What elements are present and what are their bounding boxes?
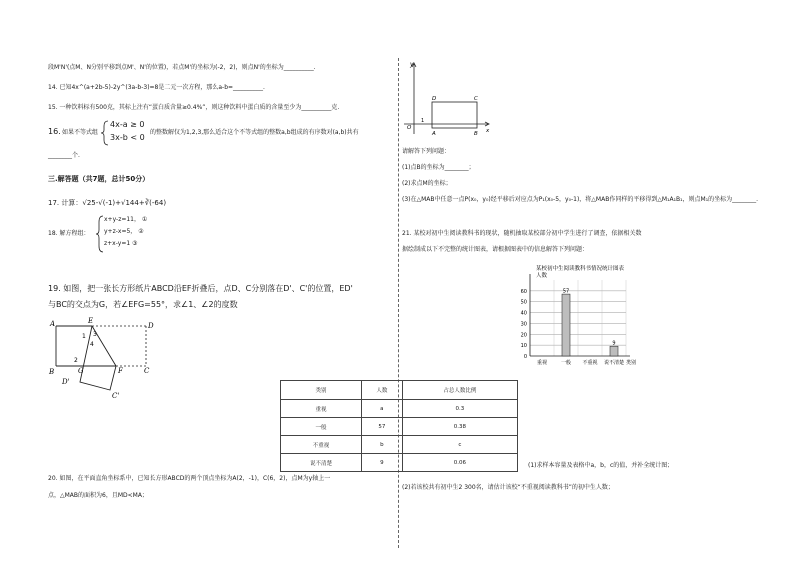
angle-2-label: 2 — [74, 357, 78, 364]
data-label: 9 — [612, 340, 616, 347]
point-b-label: B — [474, 131, 478, 137]
table-cell: b — [362, 436, 403, 454]
angle-1-label: 1 — [82, 333, 86, 340]
x-tick-label: 不重视 — [582, 360, 598, 366]
sub-question-1: (1)点B的坐标为________； — [402, 164, 475, 171]
question-14: 14. 已知4x^(a+2b-5)-2y^(3a-b-3)=8是二元一次方程，那么a-b=__________. — [48, 84, 265, 91]
y-tick-label: 10 — [520, 343, 527, 350]
angle-4-label: 4 — [90, 341, 94, 348]
question-17: 17. 计算：√25-√(-1)+√144+∛(-64) — [48, 199, 167, 207]
origin-label: O — [407, 125, 412, 131]
table-cell: 9 — [362, 454, 403, 472]
chart-title: 某校初中生阅读教科书情况统计图表 — [535, 266, 625, 272]
question-16-inequality-2: 3x-b < 0 — [110, 133, 145, 142]
question-18-label: 18. 解方程组： — [48, 230, 90, 237]
y-tick-label: 30 — [520, 321, 527, 328]
tick-one-label: 1 — [421, 118, 425, 124]
bar-chart — [500, 260, 660, 372]
table-row — [281, 418, 518, 436]
point-d-label: D — [432, 96, 437, 102]
question-19-line-1: 19. 如图，把一张长方形纸片ABCD沿EF折叠后，点D、C分别落在D'、C'的位置，ED' — [48, 284, 353, 293]
question-16-inequality-1: 4x-a ≥ 0 — [110, 120, 145, 129]
equation-3: z+x-y=1 ③ — [104, 240, 138, 247]
angle-3-label: 3 — [93, 331, 97, 338]
y-tick-label: 50 — [520, 299, 527, 306]
point-c-label: C — [144, 367, 150, 375]
x-tick-label: 一般 — [560, 360, 572, 366]
sub-question-3: (3)在△MAB中任意一点P(x₀，y₀)经平移后对应点为P₁(x₀-5，y₀-1)，将△MAB作同样的平移得到△M₁A₁B₁，则点M₁的坐标为________. — [402, 196, 759, 203]
table-row — [281, 400, 518, 418]
y-tick-label: 20 — [520, 332, 527, 339]
point-d-label: D — [148, 322, 154, 330]
equation-2: y+z-x=5， ② — [104, 228, 144, 235]
point-a-label: A — [432, 131, 436, 137]
x-axis-label: x — [486, 128, 490, 134]
table-cell: 0.38 — [402, 418, 517, 436]
bar — [610, 346, 618, 356]
question-21-line-1: 21. 某校对初中生阅读教科书的现状，随机抽取某校部分初中学生进行了调查，依据相关数 — [402, 230, 642, 237]
y-axis-title: 人数 — [536, 273, 548, 279]
table-cell: 说不清楚 — [281, 454, 362, 472]
table-cell: 0.06 — [402, 454, 517, 472]
table-header-cell: 人数 — [362, 381, 403, 400]
question-21-line-2: 据绘制成以下不完整的统计图表，请根据图表中的信息解答下列问题： — [402, 246, 589, 253]
question-19-line-2: 与BC的交点为G，若∠EFG=55°，求∠1、∠2的度数 — [48, 300, 238, 309]
brace-icon — [101, 120, 109, 146]
question-21-sub-1: (1)求样本容量及表格中a，b，c的值，并补全统计图； — [528, 462, 674, 469]
sub-question-2: (2)求点M的坐标； — [402, 180, 452, 187]
column-divider — [398, 58, 399, 548]
x-tick-label: 重视 — [536, 360, 548, 366]
point-c-prime-label: C' — [112, 392, 120, 400]
table-cell: 重视 — [281, 400, 362, 418]
question-21-sub-2: (2)若该校共有初中生2 300名，请估计该校“不重视阅读教科书”的初中生人数； — [402, 484, 614, 491]
data-label: 57 — [562, 288, 570, 295]
section-3-heading: 三.解答题（共7题，总计50分） — [48, 175, 150, 183]
coordinate-figure — [402, 60, 492, 138]
statistics-table — [280, 380, 518, 472]
bar — [562, 294, 570, 356]
table-cell: c — [402, 436, 517, 454]
point-d-prime-label: D' — [62, 378, 70, 386]
point-b-label: B — [49, 368, 55, 376]
question-20-line-2: 点，△MAB的面积为6，且MD<MA； — [48, 492, 148, 499]
table-cell: 不重视 — [281, 436, 362, 454]
table-header-row — [281, 381, 518, 400]
point-a-label: A — [50, 320, 56, 328]
y-tick-label: 40 — [520, 310, 527, 317]
equation-1: x+y-z=11， ① — [104, 216, 148, 223]
y-tick-label: 0 — [523, 354, 527, 360]
y-tick-label: 60 — [520, 288, 527, 295]
table-cell: a — [362, 400, 403, 418]
table-row — [281, 454, 518, 472]
question-20-line-1: 20. 如图，在平面直角坐标系中，已知长方形ABCD的两个顶点坐标为A(2，-1)，C(6，2)，点M为y轴上一 — [48, 475, 331, 482]
table-cell: 一般 — [281, 418, 362, 436]
point-e-label: E — [88, 317, 94, 325]
table-header-cell: 类别 — [281, 381, 362, 400]
point-f-label: F — [118, 367, 123, 375]
folded-rectangle-figure — [48, 318, 158, 400]
question-16-suffix: 的整数解仅为1,2,3,那么适合这个不等式组的整数a,b组成的有序数对(a,b)共有 — [150, 129, 359, 136]
x-axis-title: 类别 — [626, 360, 637, 366]
point-g-label: G — [78, 367, 84, 375]
table-header-cell: 占总人数比例 — [402, 381, 517, 400]
table-row — [281, 436, 518, 454]
brace-icon — [96, 215, 104, 253]
question-13-tail: 段M'N'(点M、N分别平移到点M'、N'的位置)，若点M'的坐标为(-2，2)，则点N'的坐标为__________. — [48, 64, 316, 71]
answer-intro: 请解答下列问题： — [402, 148, 451, 155]
question-16-tail: ________个. — [48, 152, 80, 159]
question-16-prefix: 如果不等式组 — [62, 129, 99, 136]
point-c-label: C — [474, 96, 478, 102]
y-axis-label: y — [410, 61, 414, 68]
question-16-number: 16. — [48, 127, 61, 136]
table-cell: 0.3 — [402, 400, 517, 418]
x-tick-label: 说不清楚 — [603, 360, 625, 366]
question-15: 15. 一种饮料标有500克，其标上注有“蛋白质含量≥0.4%”，则这种饮料中蛋白质的含量至少为__________克. — [48, 104, 340, 111]
table-cell: 57 — [362, 418, 403, 436]
